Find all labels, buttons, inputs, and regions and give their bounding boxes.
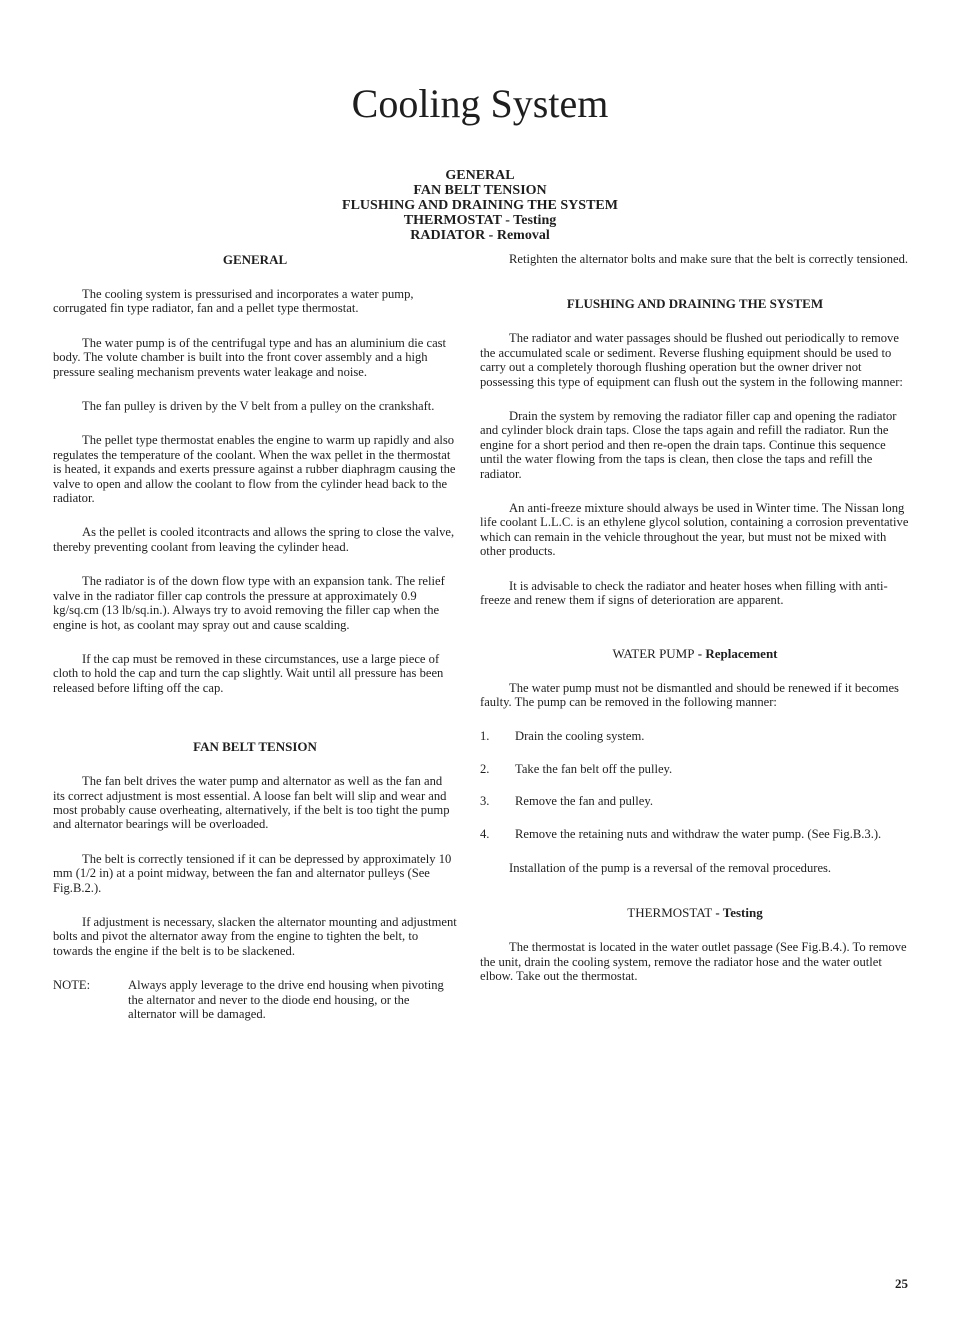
- body-paragraph: It is advisable to check the radiator and heater hoses when filling with anti-freeze and renew them if signs of deterioration are apparent.: [480, 578, 888, 608]
- body-paragraph: Installation of the pump is a reversal of the removal procedures.: [509, 860, 832, 875]
- body-paragraph: The radiator and water passages should be flushed out periodically to remove the accumulated scale or sediment. Reverse flushing equipment should be used to carry out a completely thorough flushing operation but the owner driver not possessing this type of equipment can flush out the system in the following manner:: [480, 331, 903, 389]
- body-paragraph: The water pump is of the centrifugal type and has an aluminium die cast body. The volute chamber is built into the front cover assembly and a high pressure sealing mechanism prevents water leakage and noise.: [53, 335, 447, 379]
- body-paragraph: If adjustment is necessary, slacken the alternator mounting and adjustment bolts and pivot the alternator away from the engine to tighten the belt, to towards the engine if the belt is to be slackened.: [53, 914, 457, 958]
- note-text: Always apply leverage to the drive end housing when pivoting the alternator and never to the diode end housing, or the alternator will be damaged.: [128, 978, 444, 1021]
- body-paragraph: Retighten the alternator bolts and make sure that the belt is correctly tensioned.: [509, 252, 909, 266]
- thermostat-heading-sub: - Testing: [712, 905, 763, 921]
- step-text: Remove the fan and pulley.: [515, 794, 654, 809]
- body-paragraph: The fan pulley is driven by the V belt from a pulley on the crankshaft.: [82, 399, 435, 414]
- general-heading: GENERAL: [222, 252, 288, 267]
- water-pump-heading-sub: - Replacement: [694, 645, 778, 661]
- body-paragraph: The fan belt drives the water pump and alternator as well as the fan and its correct adjustment is most essential. A loose fan belt will slip and wear and most probably cause overheating, alternatively, if the belt is too tight the pump and alternator bearings will be overloaded.: [53, 774, 450, 832]
- body-paragraph: Drain the system by removing the radiator filler cap and opening the radiator and cylinder block drain taps. Close the taps again and refill the radiator. Run the engine for a short period and then re-open the drain taps. Continue this sequence until the water flowing from the taps is clean, then close the taps and refill the radiator.: [480, 409, 897, 481]
- contents-item: FLUSHING AND DRAINING THE SYSTEM: [342, 198, 618, 213]
- body-paragraph: The belt is correctly tensioned if it can be depressed by approximately 10 mm (1/2 in) at a point midway, between the fan and alternator pulleys (See Fig.B.2.).: [53, 851, 452, 895]
- body-paragraph: An anti-freeze mixture should always be used in Winter time. The Nissan long life coolant L.L.C. is an ethylene glycol solution, containing a corrosion preventative which can remain in the vehicle throughout the year, but must not be mixed with other products.: [480, 501, 909, 559]
- step-number: 4.: [480, 826, 490, 841]
- water-pump-heading: [480, 646, 910, 661]
- thermostat-heading: [480, 905, 910, 920]
- contents-item: FAN BELT TENSION: [413, 183, 547, 198]
- right-column: [480, 252, 910, 1004]
- contents-item: THERMOSTAT - Testing: [403, 213, 557, 228]
- body-paragraph: As the pellet is cooled itcontracts and allows the spring to close the valve, thereby preventing coolant from leaving the cylinder head.: [53, 525, 455, 554]
- contents-item: GENERAL: [445, 168, 515, 183]
- body-paragraph: The thermostat is located in the water outlet passage (See Fig.B.4.). To remove the unit, drain the cooling system, remove the radiator hose and the water outlet elbow. Take out the thermostat.: [480, 940, 907, 984]
- water-pump-heading-main: WATER PUMP: [612, 645, 695, 661]
- list-item: [480, 794, 910, 808]
- body-paragraph: The water pump must not be dismantled and should be renewed if it becomes faulty. The pump can be removed in the following manner:: [480, 680, 899, 709]
- flushing-heading: FLUSHING AND DRAINING THE SYSTEM: [566, 296, 824, 312]
- step-text: Take the fan belt off the pulley.: [515, 761, 673, 776]
- body-paragraph: The cooling system is pressurised and incorporates a water pump, corrugated fin type radiator, fan and a pellet type thermostat.: [53, 287, 414, 316]
- fan-belt-heading: FAN BELT TENSION: [193, 739, 317, 755]
- page-number: 25: [895, 1276, 908, 1291]
- thermostat-heading-main: THERMOSTAT: [627, 905, 713, 921]
- left-column: [53, 252, 457, 1021]
- list-item: [480, 762, 910, 776]
- list-item: [480, 827, 910, 841]
- step-text: Drain the cooling system.: [515, 729, 645, 744]
- list-item: [480, 729, 910, 743]
- step-number: 1.: [480, 729, 490, 744]
- note-block: [53, 978, 457, 1021]
- body-paragraph: If the cap must be removed in these circumstances, use a large piece of cloth to hold the cap and turn the cap slightly. Wait until all pressure has been released before lifting off the cap.: [53, 651, 444, 695]
- step-text: Remove the retaining nuts and withdraw the water pump. (See Fig.B.3.).: [515, 826, 882, 841]
- contents-list: [0, 168, 960, 243]
- page-title: Cooling System: [351, 81, 609, 126]
- step-number: 3.: [480, 794, 490, 809]
- removal-steps-list: [480, 729, 910, 841]
- contents-item: RADIATOR - Removal: [410, 228, 550, 243]
- body-paragraph: The pellet type thermostat enables the engine to warm up rapidly and also regulates the temperature of the coolant. When the wax pellet in the thermostat is heated, it expands and exerts pressure against a rubber diaphragm causing the valve to open and allow the coolant to flow from the cylinder head back to the radiator.: [53, 433, 456, 506]
- body-paragraph: The radiator is of the down flow type with an expansion tank. The relief valve in the radiator filler cap controls the pressure at approximately 0.9 kg/sq.cm (13 lb/sq.in.). Always try to avoid removing the filler cap when the engine is hot, as coolant may spray out and cause scalding.: [53, 574, 445, 632]
- note-label: NOTE:: [53, 978, 91, 993]
- step-number: 2.: [480, 761, 490, 776]
